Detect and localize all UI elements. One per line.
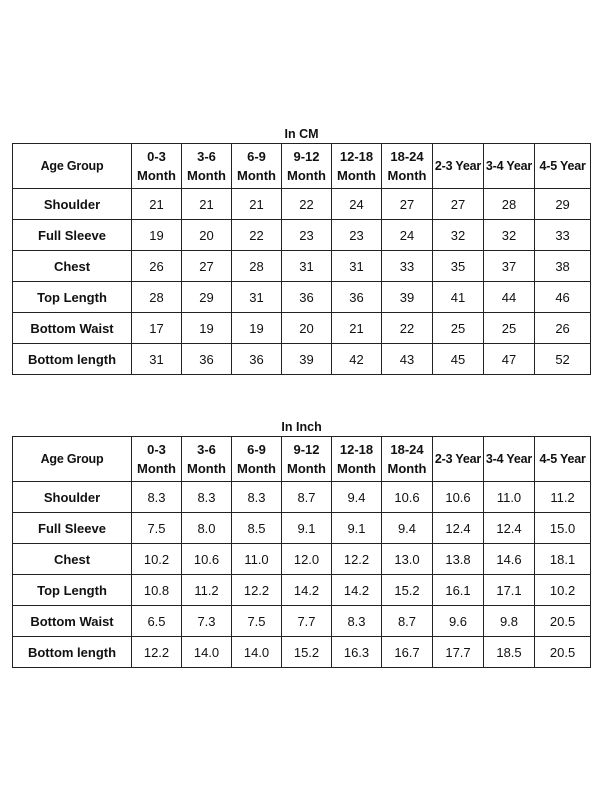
table-cell: 18.5 (484, 637, 535, 668)
row-label: Top Length (13, 282, 132, 313)
table-cell: 36 (182, 344, 232, 375)
row-label: Bottom length (13, 637, 132, 668)
table-cell: 7.7 (282, 606, 332, 637)
table-row (13, 282, 591, 313)
table-cell: 15.2 (382, 575, 433, 606)
table-cell: 33 (535, 220, 591, 251)
table-cell: 9.1 (332, 513, 382, 544)
table-cell: 11.0 (232, 544, 282, 575)
column-header-line2: Month (237, 461, 276, 476)
column-header-line2: Month (187, 168, 226, 183)
table-cell: 36 (332, 282, 382, 313)
table-cell: 7.3 (182, 606, 232, 637)
table-cell: 31 (132, 344, 182, 375)
table-cell: 9.8 (484, 606, 535, 637)
table-cell: 7.5 (132, 513, 182, 544)
column-header (132, 144, 182, 189)
column-header-line1: 3-4 Year (485, 451, 533, 466)
table-cell: 16.3 (332, 637, 382, 668)
table-cell: 7.5 (232, 606, 282, 637)
table-cell: 12.0 (282, 544, 332, 575)
table-cell: 39 (382, 282, 433, 313)
column-header-line1: 9-12 (293, 442, 320, 457)
column-header (433, 437, 484, 482)
table-cell: 12.2 (232, 575, 282, 606)
table-cell: 8.3 (232, 482, 282, 513)
column-header-line1: 6-9 (247, 442, 266, 457)
row-label: Shoulder (13, 482, 132, 513)
column-header (182, 144, 232, 189)
table-cell: 12.4 (484, 513, 535, 544)
table-cell: 9.4 (382, 513, 433, 544)
row-label: Top Length (13, 575, 132, 606)
column-header-line2: Month (237, 168, 276, 183)
table-cell: 8.0 (182, 513, 232, 544)
table-cell: 36 (232, 344, 282, 375)
table-cell: 37 (484, 251, 535, 282)
column-header-line1: 3-6 (197, 442, 216, 457)
header-row (13, 144, 591, 189)
row-label: Full Sleeve (13, 513, 132, 544)
column-header (282, 144, 332, 189)
table-cell: 25 (484, 313, 535, 344)
column-header-line1: 0-3 (147, 442, 166, 457)
table-cell: 18.1 (535, 544, 591, 575)
column-header-line1: 6-9 (247, 149, 266, 164)
table-cell: 13.8 (433, 544, 484, 575)
table-cell: 24 (382, 220, 433, 251)
table-title-cm: In CM (13, 121, 591, 144)
table-cell: 8.7 (382, 606, 433, 637)
table-row (13, 220, 591, 251)
table-cell: 27 (433, 189, 484, 220)
table-cell: 23 (332, 220, 382, 251)
row-label: Full Sleeve (13, 220, 132, 251)
row-label: Chest (13, 544, 132, 575)
column-header (182, 437, 232, 482)
table-row (13, 189, 591, 220)
column-header (433, 144, 484, 189)
table-cell: 11.2 (535, 482, 591, 513)
table-cell: 21 (132, 189, 182, 220)
table-title-inch: In Inch (13, 414, 591, 437)
table-cell: 42 (332, 344, 382, 375)
table-cell: 14.6 (484, 544, 535, 575)
table-cell: 20 (182, 220, 232, 251)
row-label: Bottom Waist (13, 606, 132, 637)
table-cell: 14.2 (332, 575, 382, 606)
column-header-line2: Month (337, 461, 376, 476)
table-cell: 8.7 (282, 482, 332, 513)
column-header-age-group (13, 144, 132, 189)
table-cell: 10.2 (132, 544, 182, 575)
column-header-line2: Month (137, 461, 176, 476)
column-header (535, 144, 591, 189)
table-cell: 35 (433, 251, 484, 282)
table-cell: 10.2 (535, 575, 591, 606)
table-cell: 33 (382, 251, 433, 282)
table-row (13, 344, 591, 375)
column-header-line1: 4-5 Year (539, 451, 586, 466)
column-header (232, 437, 282, 482)
table-cell: 20.5 (535, 606, 591, 637)
table-cell: 8.3 (332, 606, 382, 637)
table-cell: 16.7 (382, 637, 433, 668)
table-cell: 16.1 (433, 575, 484, 606)
table-cell: 9.4 (332, 482, 382, 513)
table-cell: 52 (535, 344, 591, 375)
row-label: Bottom length (13, 344, 132, 375)
table-cell: 29 (182, 282, 232, 313)
table-cell: 21 (332, 313, 382, 344)
column-header (332, 144, 382, 189)
table-cell: 10.8 (132, 575, 182, 606)
column-header-line1: 18-24 (390, 442, 424, 457)
table-cell: 10.6 (382, 482, 433, 513)
table-row (13, 251, 591, 282)
table-cell: 23 (282, 220, 332, 251)
table-cell: 19 (182, 313, 232, 344)
table-cell: 26 (535, 313, 591, 344)
table-cell: 26 (132, 251, 182, 282)
column-header (382, 144, 433, 189)
table-cell: 21 (182, 189, 232, 220)
table-row (13, 606, 591, 637)
table-cell: 31 (232, 282, 282, 313)
column-header-line2: Month (187, 461, 226, 476)
column-header-line2: Month (287, 461, 326, 476)
table-row (13, 313, 591, 344)
column-header-line1: Age Group (40, 451, 104, 466)
table-cell: 20.5 (535, 637, 591, 668)
column-header-line1: 4-5 Year (539, 158, 586, 173)
table-cell: 41 (433, 282, 484, 313)
table-cell: 11.0 (484, 482, 535, 513)
table-cell: 32 (484, 220, 535, 251)
table-cell: 13.0 (382, 544, 433, 575)
table-cell: 39 (282, 344, 332, 375)
column-header (282, 437, 332, 482)
header-row (13, 437, 591, 482)
table-cell: 44 (484, 282, 535, 313)
table-cell: 19 (132, 220, 182, 251)
table-cell: 28 (484, 189, 535, 220)
table-cell: 12.2 (332, 544, 382, 575)
table-cell: 8.5 (232, 513, 282, 544)
table-cell: 22 (282, 189, 332, 220)
table-cell: 17.7 (433, 637, 484, 668)
table-cell: 43 (382, 344, 433, 375)
table-cell: 8.3 (132, 482, 182, 513)
column-header (382, 437, 433, 482)
table-cell: 15.0 (535, 513, 591, 544)
table-cell: 15.2 (282, 637, 332, 668)
column-header-line1: 3-4 Year (485, 158, 533, 173)
table-cell: 17 (132, 313, 182, 344)
table-cell: 36 (282, 282, 332, 313)
column-header-line1: 0-3 (147, 149, 166, 164)
column-header-line2: Month (387, 168, 427, 183)
column-header (484, 437, 535, 482)
table-row (13, 544, 591, 575)
column-header (535, 437, 591, 482)
table-cell: 14.2 (282, 575, 332, 606)
column-header-line1: 2-3 Year (434, 158, 482, 173)
table-cell: 45 (433, 344, 484, 375)
table-cell: 20 (282, 313, 332, 344)
table-cell: 29 (535, 189, 591, 220)
table-cell: 38 (535, 251, 591, 282)
table-cell: 24 (332, 189, 382, 220)
table-cell: 28 (232, 251, 282, 282)
table-row (13, 575, 591, 606)
table-cell: 14.0 (182, 637, 232, 668)
column-header-line2: Month (287, 168, 326, 183)
table-row (13, 513, 591, 544)
size-table-cm (12, 121, 591, 375)
table-cell: 22 (232, 220, 282, 251)
table-cell: 27 (382, 189, 433, 220)
table-cell: 8.3 (182, 482, 232, 513)
column-header-line1: 12-18 (339, 442, 374, 457)
table-cell: 32 (433, 220, 484, 251)
table-cell: 10.6 (433, 482, 484, 513)
row-label: Chest (13, 251, 132, 282)
table-cell: 46 (535, 282, 591, 313)
table-cell: 10.6 (182, 544, 232, 575)
column-header-line1: Age Group (40, 158, 104, 173)
column-header-line1: 2-3 Year (434, 451, 482, 466)
column-header (232, 144, 282, 189)
table-cell: 31 (332, 251, 382, 282)
table-cell: 11.2 (182, 575, 232, 606)
table-cell: 6.5 (132, 606, 182, 637)
table-cell: 47 (484, 344, 535, 375)
table-cell: 14.0 (232, 637, 282, 668)
table-cell: 28 (132, 282, 182, 313)
table-cell: 31 (282, 251, 332, 282)
table-cell: 25 (433, 313, 484, 344)
column-header-line2: Month (137, 168, 176, 183)
column-header (484, 144, 535, 189)
table-cell: 17.1 (484, 575, 535, 606)
table-row (13, 637, 591, 668)
table-cell: 21 (232, 189, 282, 220)
row-label: Bottom Waist (13, 313, 132, 344)
column-header-age-group (13, 437, 132, 482)
table-cell: 19 (232, 313, 282, 344)
table-row (13, 482, 591, 513)
table-cell: 12.4 (433, 513, 484, 544)
table-cell: 12.2 (132, 637, 182, 668)
column-header-line2: Month (387, 461, 427, 476)
row-label: Shoulder (13, 189, 132, 220)
table-cell: 27 (182, 251, 232, 282)
column-header-line1: 18-24 (390, 149, 424, 164)
column-header-line1: 3-6 (197, 149, 216, 164)
column-header (132, 437, 182, 482)
column-header-line2: Month (337, 168, 376, 183)
column-header (332, 437, 382, 482)
column-header-line1: 12-18 (339, 149, 374, 164)
size-table-inch (12, 414, 591, 668)
table-cell: 9.6 (433, 606, 484, 637)
table-cell: 22 (382, 313, 433, 344)
column-header-line1: 9-12 (293, 149, 320, 164)
table-cell: 9.1 (282, 513, 332, 544)
